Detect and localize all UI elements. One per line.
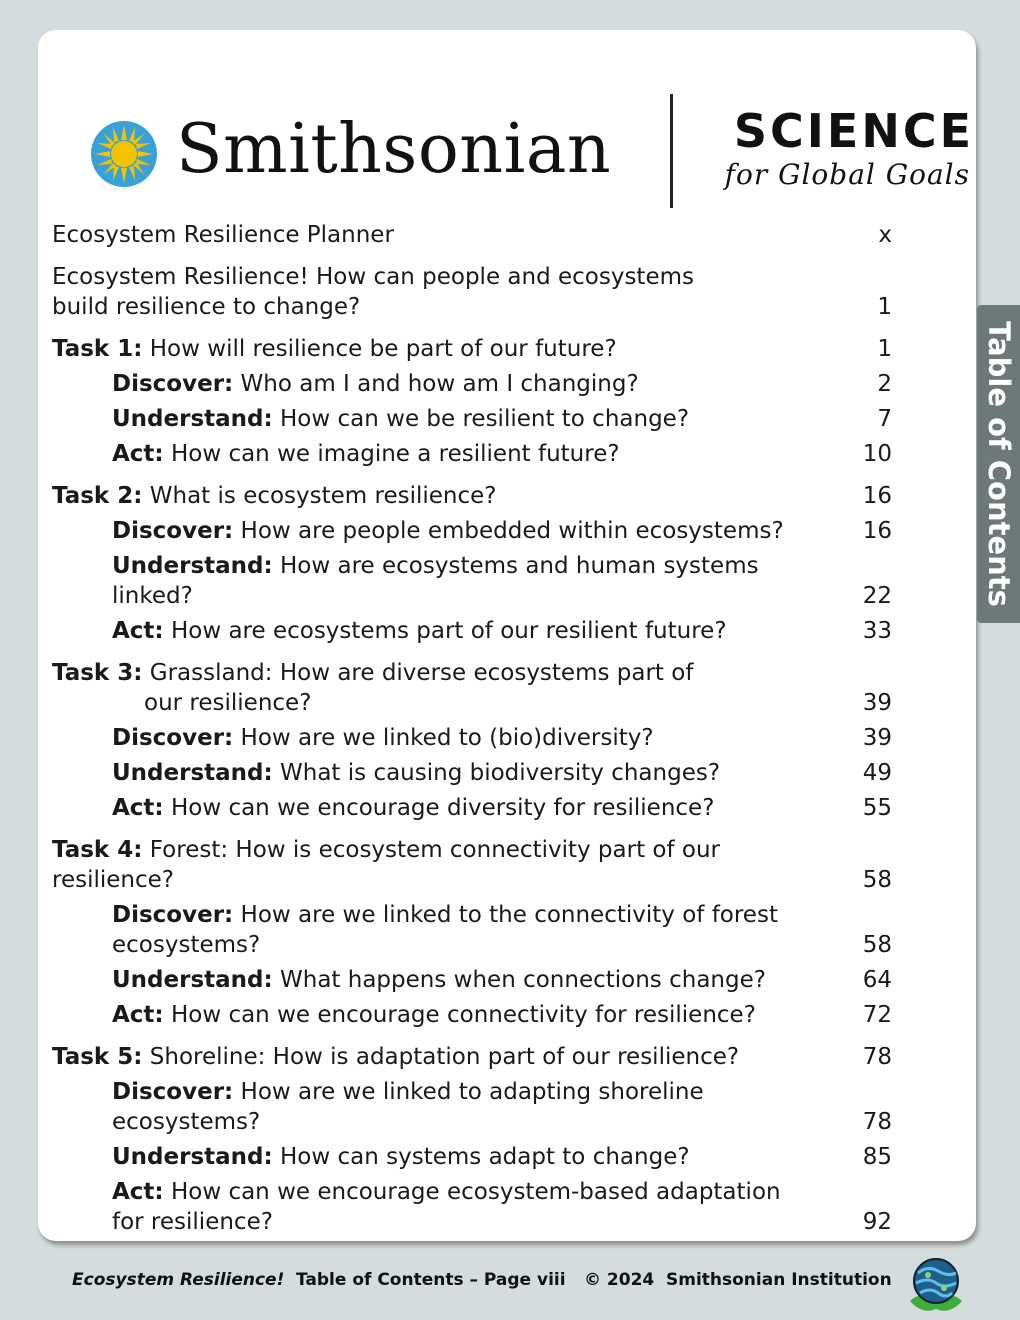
subitem-text: How are we linked to adapting shoreline ecosystems? <box>112 1079 704 1135</box>
toc-page-number: 2 <box>877 371 892 397</box>
subitem-text: How are we linked to (bio)diversity? <box>240 725 654 751</box>
toc-page-number: 16 <box>862 483 892 509</box>
subitem-text: How can we imagine a resilient future? <box>170 441 620 467</box>
toc-page-number: 58 <box>862 867 892 893</box>
toc-entry-intro[interactable] <box>52 262 892 322</box>
toc-entry-text: Ecosystem Resilience! How can people and ecosystems <box>52 264 694 290</box>
subitem-text: How are people embedded within ecosystems? <box>240 518 784 544</box>
toc-subitem[interactable] <box>52 551 892 611</box>
footer-title: Ecosystem Resilience! <box>72 1270 285 1290</box>
toc-task-2[interactable] <box>52 481 892 511</box>
task-label: Task 2: <box>52 483 143 509</box>
subitem-label: Act: <box>112 1179 164 1205</box>
task-title: Grassland: How are diverse ecosystems part of <box>149 660 694 686</box>
subitem-label: Discover: <box>112 902 234 928</box>
subitem-label: Understand: <box>112 760 273 786</box>
toc-subitem[interactable] <box>52 369 892 399</box>
toc-page-number: 78 <box>862 1044 892 1070</box>
task-label: Task 3: <box>52 660 143 686</box>
subitem-label: Understand: <box>112 967 273 993</box>
toc-subitem[interactable] <box>52 516 892 546</box>
toc-page-number: 92 <box>862 1209 892 1235</box>
subitem-text-cont: for resilience? <box>112 1209 273 1235</box>
smithsonian-sun-logo <box>90 120 158 188</box>
subitem-text: How can systems adapt to change? <box>280 1144 690 1170</box>
globe-leaf-icon <box>906 1255 966 1315</box>
subitem-text: Who am I and how am I changing? <box>240 371 639 397</box>
toc-page-number: 72 <box>862 1002 892 1028</box>
subitem-label: Understand: <box>112 406 273 432</box>
science-brand-tagline: for Global Goals <box>724 158 970 191</box>
subitem-label: Discover: <box>112 1079 234 1105</box>
task-title: Forest: How is ecosystem connectivity part of our resilience? <box>52 837 720 893</box>
task-title: Shoreline: How is adaptation part of our resilience? <box>149 1044 740 1070</box>
toc-page-number: 33 <box>862 618 892 644</box>
task-title-cont: our resilience? <box>144 690 312 716</box>
toc-subitem[interactable] <box>52 1142 892 1172</box>
task-label: Task 1: <box>52 336 143 362</box>
toc-page-number: 39 <box>862 690 892 716</box>
toc-page-number: x <box>878 222 892 248</box>
toc-subitem[interactable] <box>52 793 892 823</box>
task-title: How will resilience be part of our future? <box>149 336 617 362</box>
toc-subitem[interactable] <box>52 616 892 646</box>
subitem-label: Discover: <box>112 725 234 751</box>
subitem-text: How are ecosystems and human systems linked? <box>112 553 759 609</box>
page-footer <box>0 1270 1020 1294</box>
toc-subitem[interactable] <box>52 758 892 788</box>
logo-divider <box>670 94 673 208</box>
toc-entry-text-cont: build resilience to change? <box>52 294 361 320</box>
subitem-text: How are we linked to the connectivity of forest <box>240 902 778 928</box>
footer-institution: Smithsonian Institution <box>666 1270 892 1290</box>
subitem-label: Discover: <box>112 371 234 397</box>
toc-page-number: 39 <box>862 725 892 751</box>
toc-page-number: 64 <box>862 967 892 993</box>
toc-page-number: 78 <box>862 1109 892 1135</box>
footer-page-label: Table of Contents – Page viii <box>296 1270 566 1290</box>
toc-subitem[interactable] <box>52 439 892 469</box>
subitem-text: How can we be resilient to change? <box>280 406 690 432</box>
toc-task-3[interactable] <box>52 658 892 718</box>
toc-page-number: 16 <box>862 518 892 544</box>
toc-page-number: 7 <box>877 406 892 432</box>
subitem-text: How can we encourage diversity for resilience? <box>170 795 715 821</box>
subitem-label: Discover: <box>112 518 234 544</box>
toc-page-number: 1 <box>877 294 892 320</box>
table-of-contents <box>52 220 892 1237</box>
toc-page-number: 58 <box>862 932 892 958</box>
side-tab-table-of-contents[interactable] <box>977 305 1020 623</box>
side-tab-label: Table of Contents <box>981 321 1016 607</box>
subitem-label: Act: <box>112 795 164 821</box>
toc-page-number: 85 <box>862 1144 892 1170</box>
toc-page-number: 1 <box>877 336 892 362</box>
toc-subitem[interactable] <box>52 404 892 434</box>
toc-task-4[interactable] <box>52 835 892 895</box>
subitem-label: Understand: <box>112 1144 273 1170</box>
toc-page-number: 10 <box>862 441 892 467</box>
smithsonian-wordmark: Smithsonian <box>176 110 612 189</box>
toc-task-1[interactable] <box>52 334 892 364</box>
science-brand-title: SCIENCE <box>733 104 974 158</box>
task-label: Task 4: <box>52 837 143 863</box>
toc-page-number: 49 <box>862 760 892 786</box>
toc-page-number: 22 <box>862 583 892 609</box>
subitem-text-cont: ecosystems? <box>112 932 261 958</box>
task-title: What is ecosystem resilience? <box>149 483 497 509</box>
subitem-label: Act: <box>112 441 164 467</box>
toc-subitem[interactable] <box>52 723 892 753</box>
subitem-text: What happens when connections change? <box>280 967 766 993</box>
footer-copyright: © 2024 <box>584 1270 655 1290</box>
toc-subitem[interactable] <box>52 1000 892 1030</box>
subitem-label: Act: <box>112 618 164 644</box>
toc-subitem[interactable] <box>52 900 892 960</box>
toc-entry-text: Ecosystem Resilience Planner <box>52 222 394 248</box>
subitem-text: How can we encourage ecosystem-based adaptation <box>170 1179 781 1205</box>
toc-subitem[interactable] <box>52 1077 892 1137</box>
toc-task-5[interactable] <box>52 1042 892 1072</box>
toc-subitem[interactable] <box>52 1177 892 1237</box>
subitem-text: What is causing biodiversity changes? <box>280 760 721 786</box>
subitem-label: Act: <box>112 1002 164 1028</box>
subitem-text: How are ecosystems part of our resilient future? <box>170 618 727 644</box>
subitem-text: How can we encourage connectivity for resilience? <box>170 1002 756 1028</box>
toc-subitem[interactable] <box>52 965 892 995</box>
subitem-label: Understand: <box>112 553 273 579</box>
toc-entry-planner[interactable] <box>52 220 892 250</box>
toc-page-number: 55 <box>862 795 892 821</box>
task-label: Task 5: <box>52 1044 143 1070</box>
